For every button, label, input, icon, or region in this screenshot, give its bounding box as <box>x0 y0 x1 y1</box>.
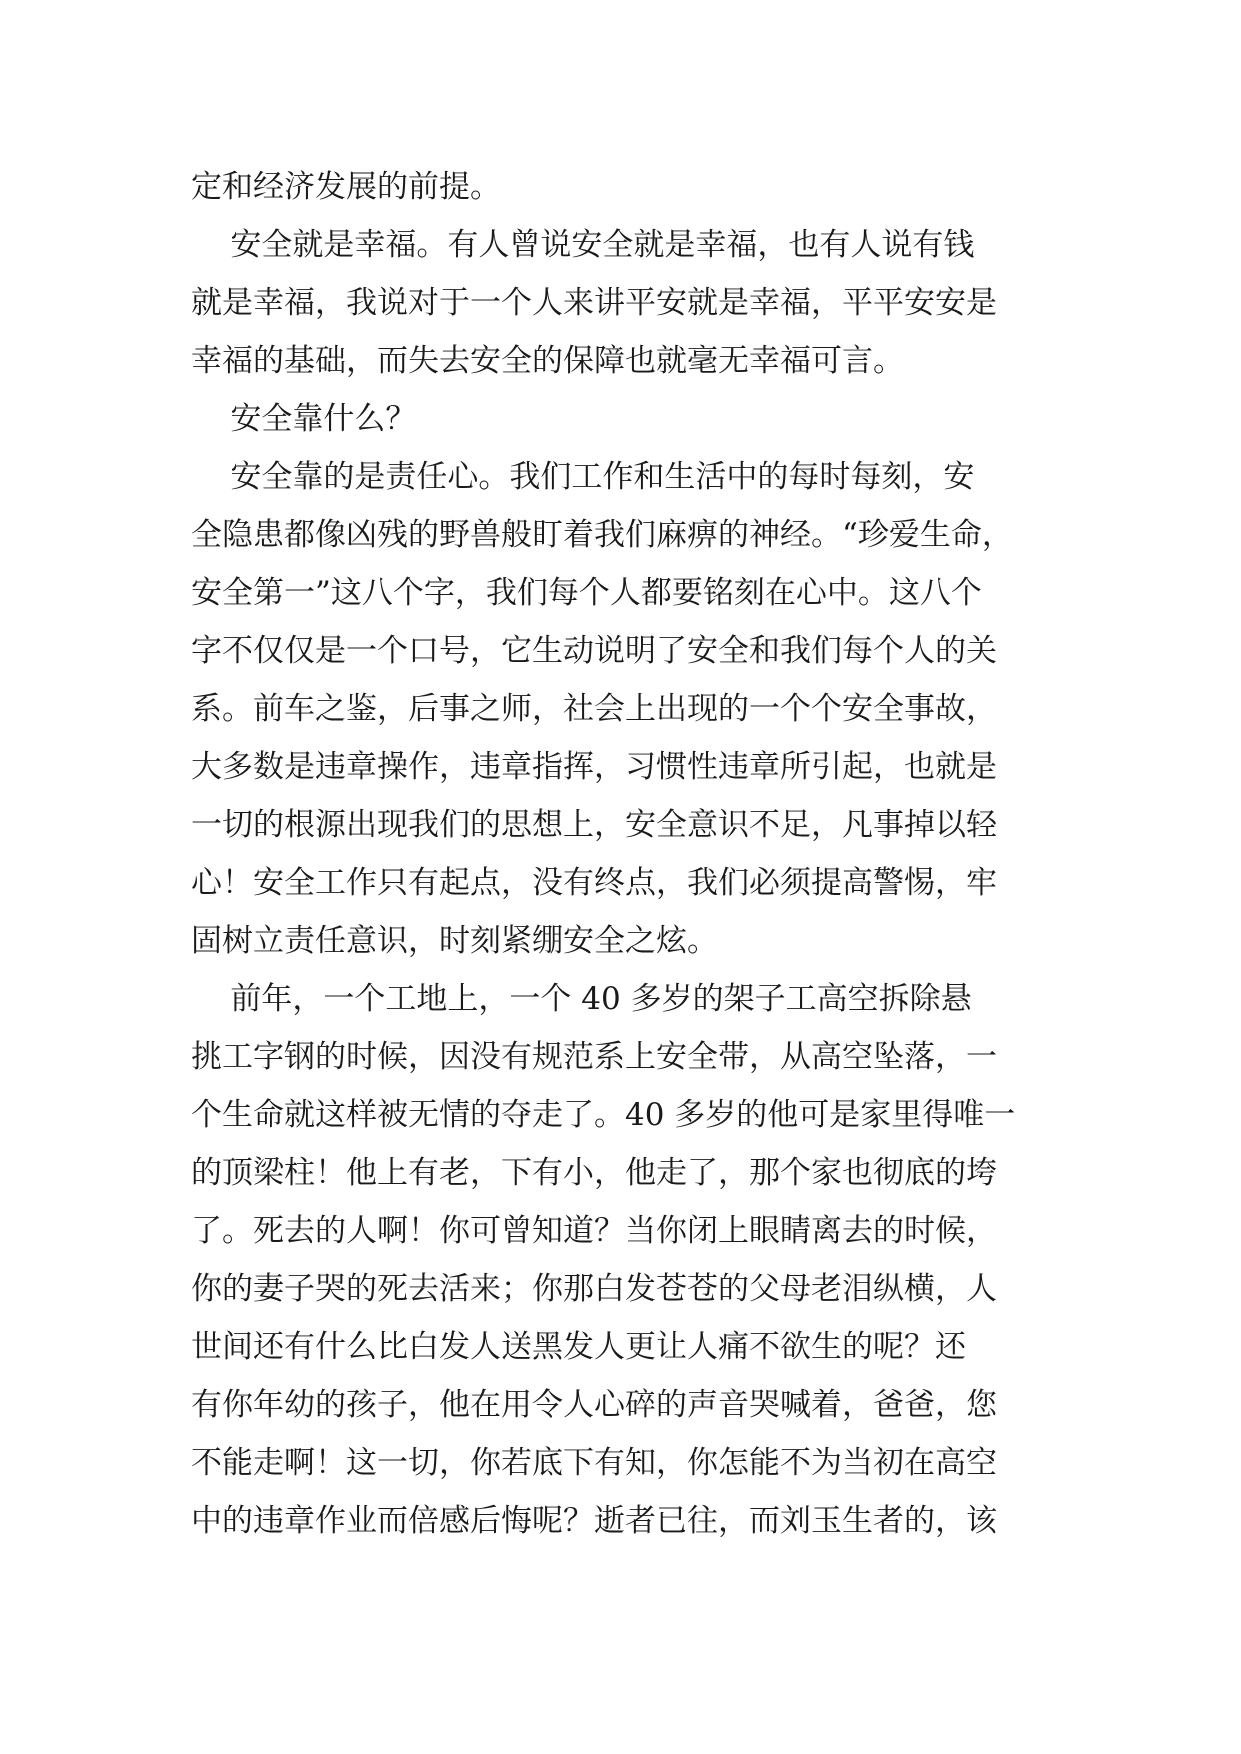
text-line: 不能走啊！这一切，你若底下有知，你怎能不为当初在高空 <box>191 1445 997 1481</box>
text-line: 幸福的基础，而失去安全的保障也就毫无幸福可言。 <box>191 343 904 379</box>
text-line: 系。前车之鉴，后事之师，社会上出现的一个个安全事故， <box>191 691 997 727</box>
text-line: 安全就是幸福。有人曾说安全就是幸福，也有人说有钱 <box>191 227 975 263</box>
text-line: 个生命就这样被无情的夺走了。40 多岁的他可是家里得唯一 <box>191 1097 1016 1133</box>
text-line: 就是幸福，我说对于一个人来讲平安就是幸福，平平安安是 <box>191 285 997 321</box>
text-line: 你的妻子哭的死去活来；你那白发苍苍的父母老泪纵横，人 <box>191 1271 997 1307</box>
text-line: 心！安全工作只有起点，没有终点，我们必须提高警惕，牢 <box>191 865 997 901</box>
text-line: 安全靠什么？ <box>191 401 417 437</box>
text-line: 前年，一个工地上，一个 40 多岁的架子工高空拆除悬 <box>191 981 972 1017</box>
text-line: 的顶梁柱！他上有老，下有小，他走了，那个家也彻底的垮 <box>191 1155 997 1191</box>
text-line: 字不仅仅是一个口号，它生动说明了安全和我们每个人的关 <box>191 633 997 669</box>
text-line: 了。死去的人啊！你可曾知道？当你闭上眼睛离去的时候， <box>191 1213 997 1249</box>
text-line: 定和经济发展的前提。 <box>191 169 501 205</box>
text-line: 有你年幼的孩子，他在用令人心碎的声音哭喊着，爸爸，您 <box>191 1387 997 1423</box>
text-line: 挑工字钢的时候，因没有规范系上安全带，从高空坠落，一 <box>191 1039 997 1075</box>
text-line: 安全靠的是责任心。我们工作和生活中的每时每刻，安 <box>191 459 975 495</box>
text-line: 安全第一”这八个字，我们每个人都要铭刻在心中。这八个 <box>191 575 982 611</box>
text-line: 全隐患都像凶残的野兽般盯着我们麻痹的神经。“珍爱生命， <box>191 517 1013 553</box>
body-text <box>191 158 1071 1550</box>
text-line: 中的违章作业而倍感后悔呢？逝者已往，而刘玉生者的，该 <box>191 1503 997 1539</box>
text-line: 大多数是违章操作，违章指挥，习惯性违章所引起，也就是 <box>191 749 997 785</box>
text-line: 世间还有什么比白发人送黑发人更让人痛不欲生的呢？还 <box>191 1329 966 1365</box>
text-line: 一切的根源出现我们的思想上，安全意识不足，凡事掉以轻 <box>191 807 997 843</box>
text-line: 固树立责任意识，时刻紧绷安全之炫。 <box>191 923 718 959</box>
